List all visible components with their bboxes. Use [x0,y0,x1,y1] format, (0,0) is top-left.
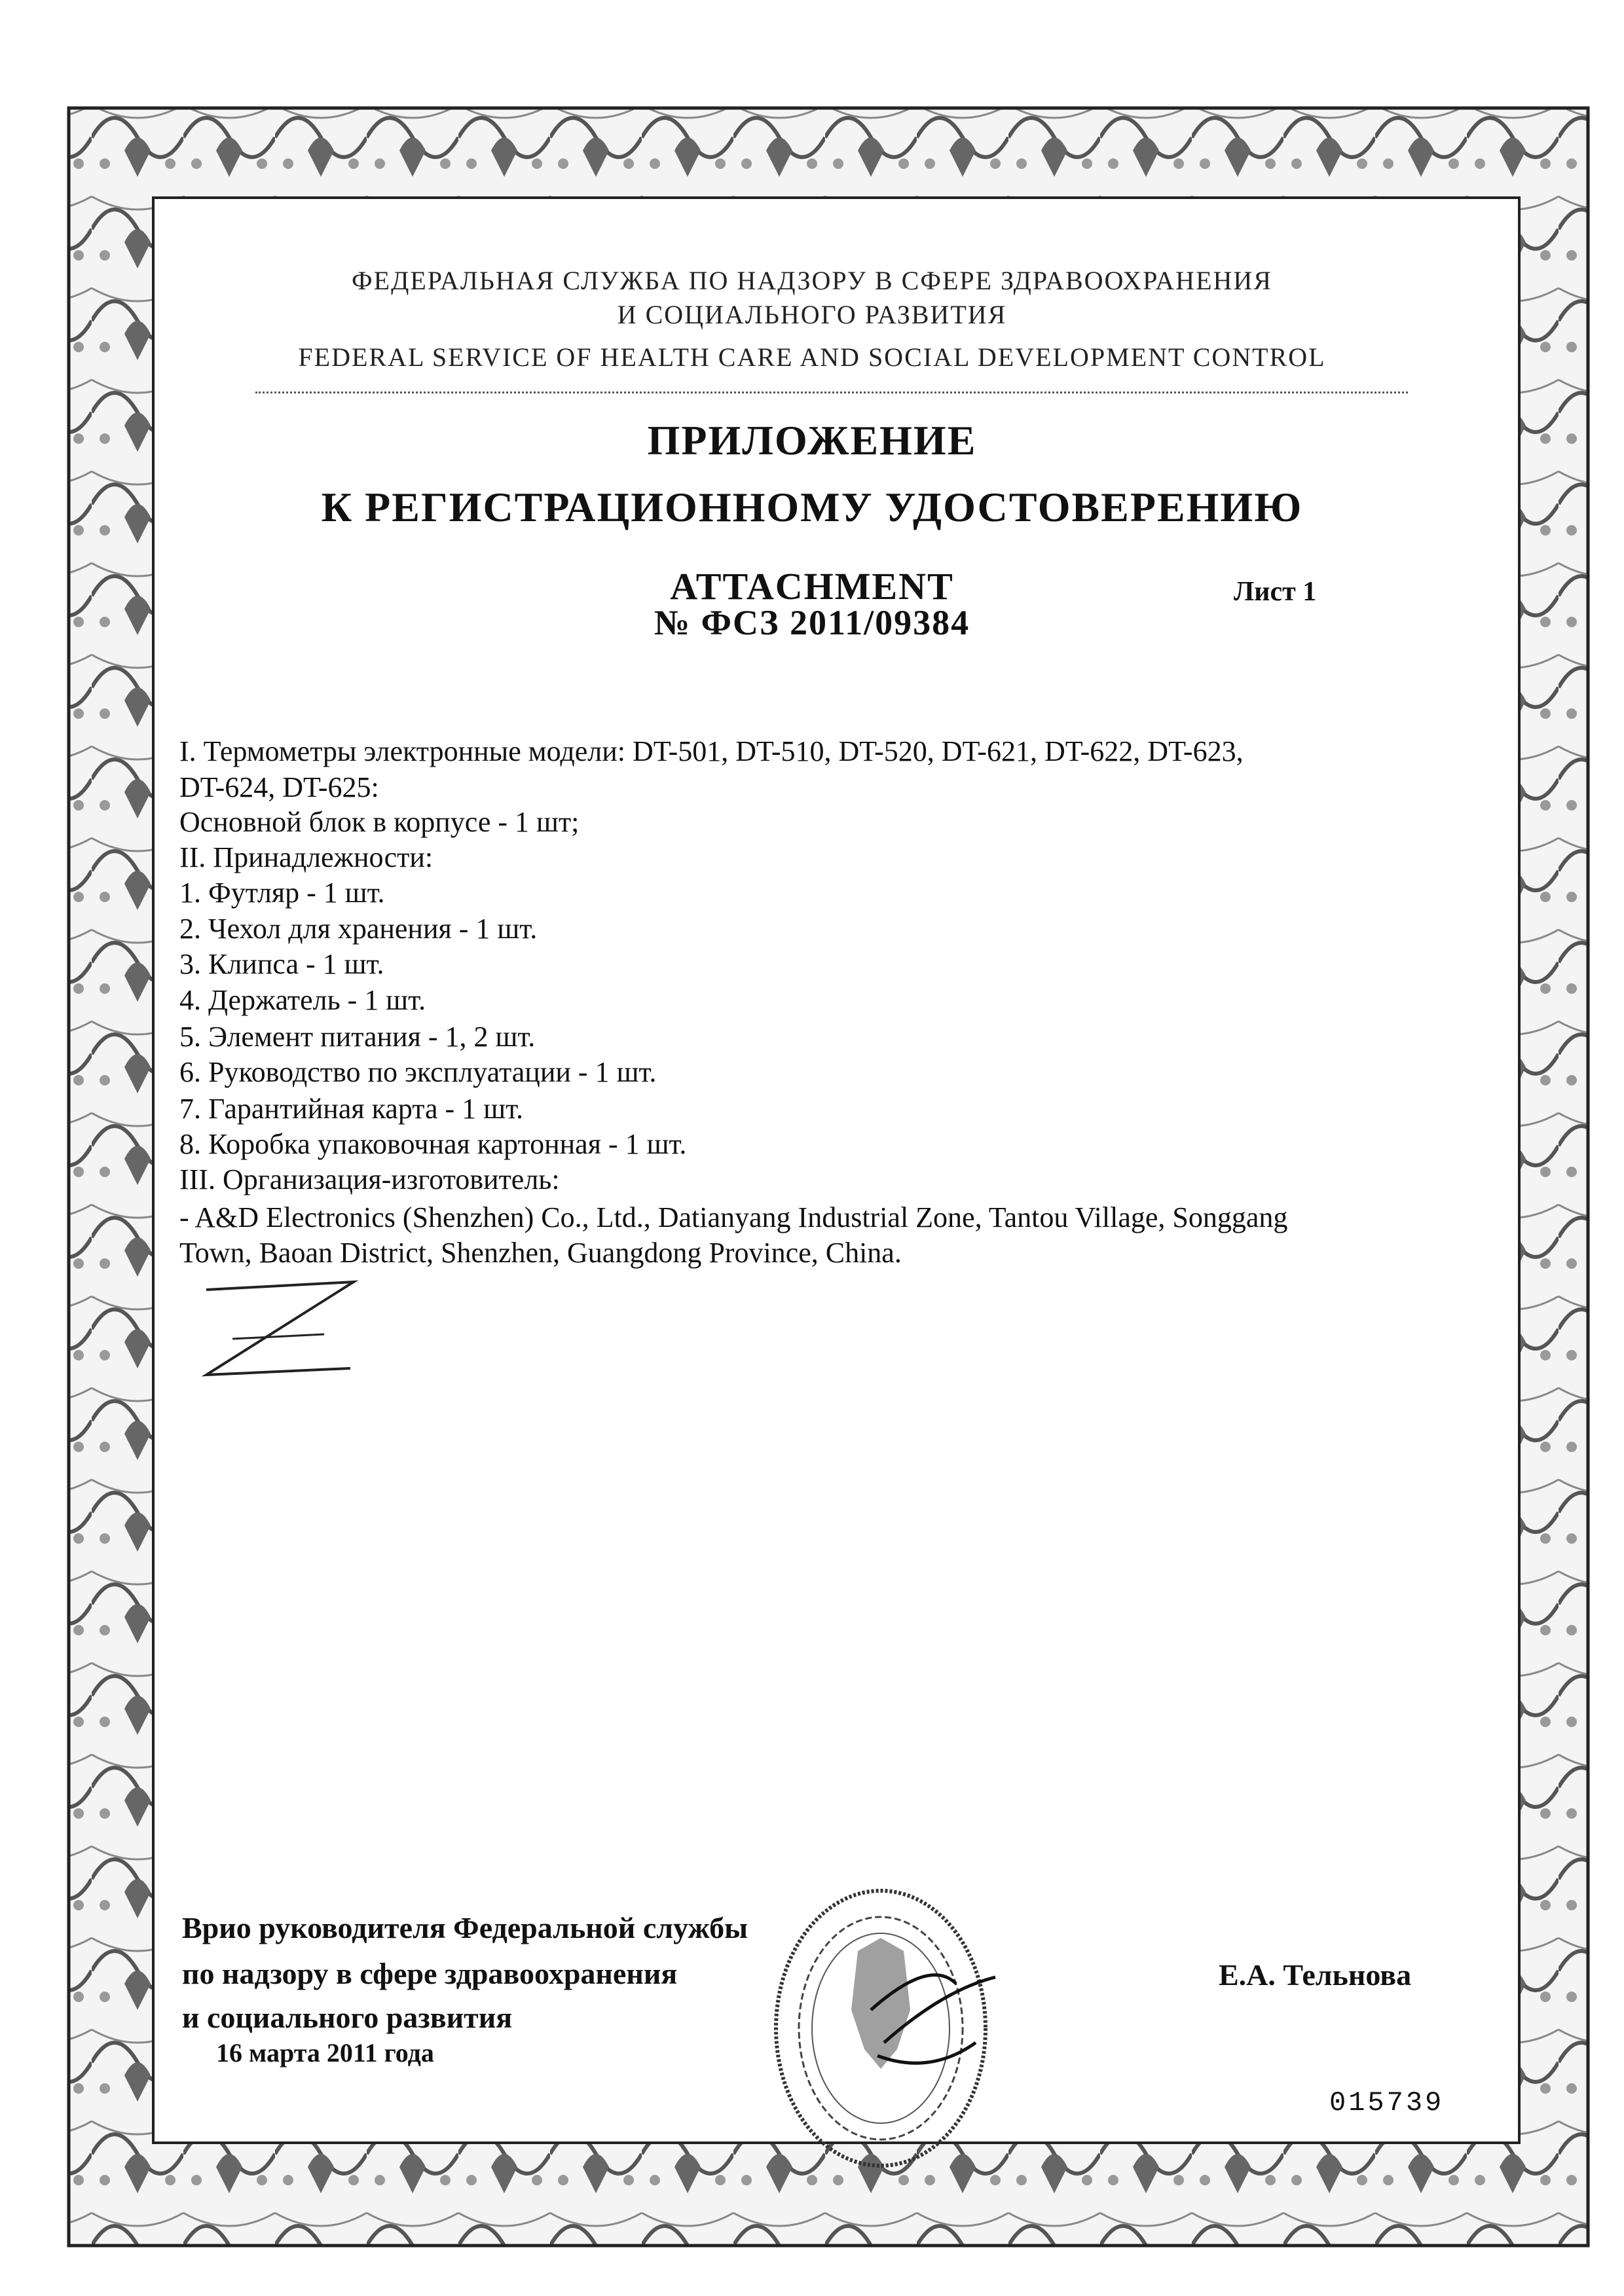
list-item: 4. Держатель - 1 шт. [179,984,426,1016]
official-seal [760,1879,1035,2180]
list-item: 2. Чехол для хранения - 1 шт. [179,913,538,945]
list-item: DT-624, DT-625: [179,771,379,803]
certificate-number: № ФСЗ 2011/09384 [654,603,970,642]
list-item: 1. Футляр - 1 шт. [179,877,385,909]
list-item: 3. Клипса - 1 шт. [179,948,384,980]
header-divider [255,392,1408,393]
list-item: 7. Гарантийная карта - 1 шт. [179,1093,523,1125]
title-line2: К РЕГИСТРАЦИОННОМУ УДОСТОВЕРЕНИЮ [321,484,1303,530]
signatory-title-line3: и социального развития [182,2001,513,2034]
list-item: I. Термометры электронные модели: DT-501, DT-510, DT-520, DT-621, DT-622, DT-623, [179,735,1244,767]
z-cancel-mark [193,1277,363,1381]
title-line1: ПРИЛОЖЕНИЕ [647,417,977,464]
list-item: III. Организация-изготовитель: [179,1163,560,1195]
list-item: 5. Элемент питания - 1, 2 шт. [179,1021,536,1053]
sheet-number: Лист 1 [1234,577,1317,607]
list-item: II. Принадлежности: [179,841,434,873]
signing-date: 16 марта 2011 года [216,2038,434,2068]
signatory-name: Е.А. Тельнова [1219,1958,1412,1992]
header-ru-line1: ФЕДЕРАЛЬНАЯ СЛУЖБА ПО НАДЗОРУ В СФЕРЕ ЗДРАВООХРАНЕНИЯ [352,266,1272,295]
list-item: 6. Руководство по эксплуатации - 1 шт. [179,1056,657,1088]
list-item: Town, Baoan District, Shenzhen, Guangdong Province, China. [179,1237,902,1269]
header-ru-line2: И СОЦИАЛЬНОГО РАЗВИТИЯ [617,300,1007,329]
list-item: Основной блок в корпусе - 1 шт; [179,806,580,838]
serial-number: 015739 [1329,2087,1445,2119]
signatory-title-line1: Врио руководителя Федеральной службы [182,1911,748,1944]
attachment-title: ATTACHMENT [670,565,954,608]
list-item: - A&D Electronics (Shenzhen) Co., Ltd., Datianyang Industrial Zone, Tantou Village, Songgang [179,1201,1288,1233]
list-item: 8. Коробка упаковочная картонная - 1 шт. [179,1128,687,1160]
header-en: FEDERAL SERVICE OF HEALTH CARE AND SOCIAL DEVELOPMENT CONTROL [298,342,1326,372]
signatory-title-line2: по надзору в сфере здравоохранения [182,1957,678,1990]
